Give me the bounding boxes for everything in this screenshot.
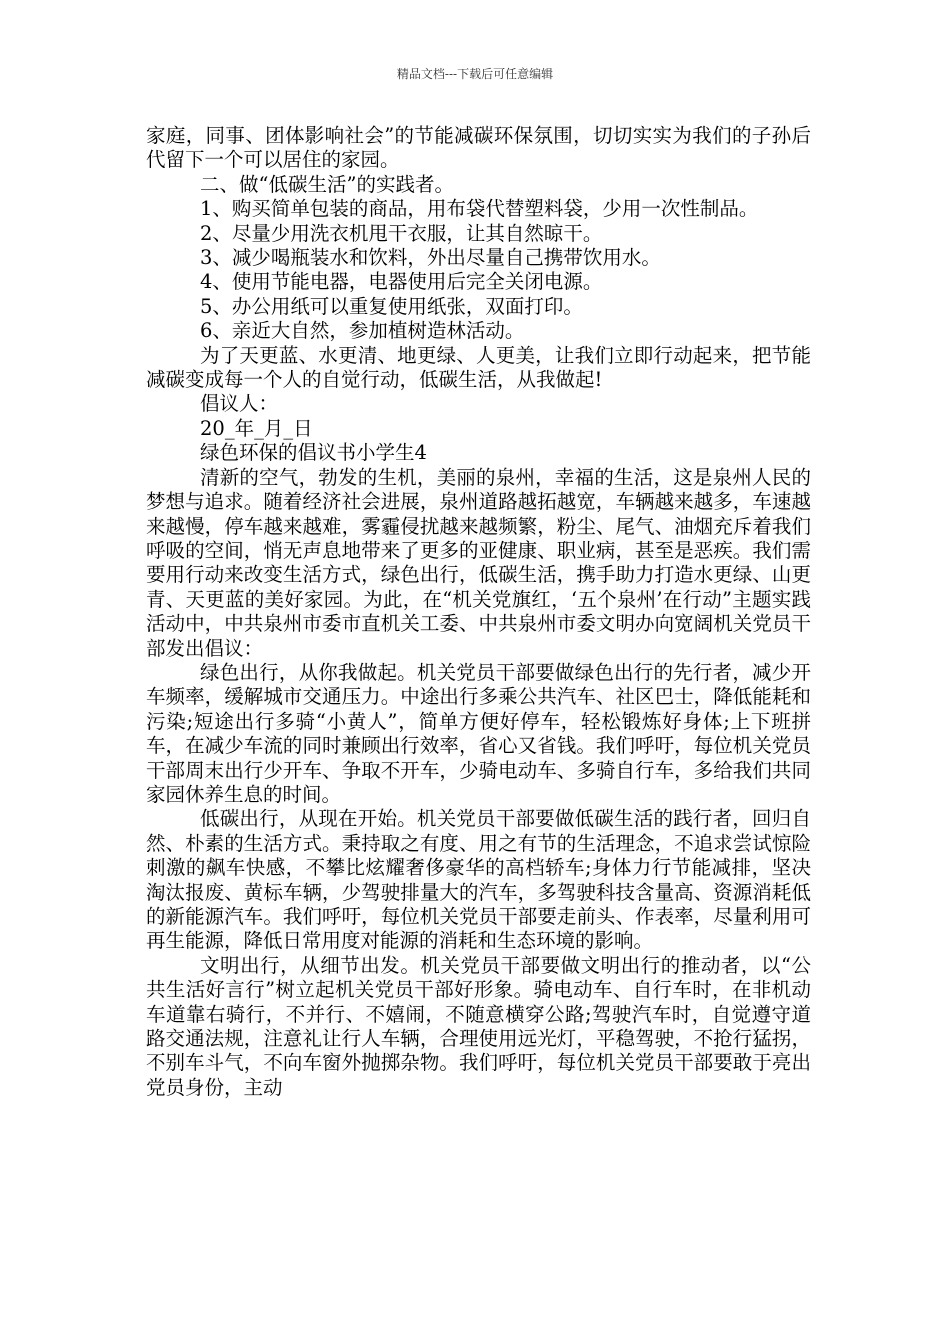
list-item: 5、办公用纸可以重复使用纸张，双面打印。 (200, 294, 583, 318)
date-line: 20_年_月_日 (200, 416, 313, 440)
paragraph: 清新的空气，勃发的生机，美丽的泉州，幸福的生活，这是泉州人民的梦想与追求。随着经济社会进展，泉州道路越拓越宽，车辆越来越多，车速越来越慢，停车越来越难，雾霾侵扰越来越频繁，粉尘、尾气、油烟充斥着我们呼吸的空间，悄无声息地带来了更多的亚健康、职业病，甚至是恶疾。我们需要用行动来改变生活方式，绿色出行，低碳生活，携手助力打造水更绿、山更青、天更蓝的美好家园。为此，在“机关党旗红，‘五个泉州’在行动”主题实践活动中，中共泉州市委市直机关工委、中共泉州市委文明办向宽阔机关党员干部发出倡议： (146, 465, 811, 660)
list-item: 1、购买简单包装的商品，用布袋代替塑料袋，少用一次性制品。 (200, 197, 759, 221)
list-item: 6、亲近大自然，参加植树造林活动。 (200, 319, 525, 343)
signature-label: 倡议人： (200, 392, 279, 416)
paragraph: 为了天更蓝、水更清、地更绿、人更美，让我们立即行动起来，把节能减碳变成每一个人的自觉行动，低碳生活，从我做起! (146, 343, 811, 392)
paragraph: 绿色出行，从你我做起。机关党员干部要做绿色出行的先行者，减少开车频率，缓解城市交通压力。中途出行多乘公共汽车、社区巴士，降低能耗和污染;短途出行多骑“小黄人”，简单方便好停车，轻松锻炼好身体;上下班拼车，在减少车流的同时兼顾出行效率，省心又省钱。我们呼吁，每位机关党员干部周末出行少开车、争取不开车，少骑电动车、多骑自行车，多给我们共同家园休养生息的时间。 (146, 660, 811, 806)
list-item: 3、减少喝瓶装水和饮料，外出尽量自己携带饮用水。 (200, 246, 661, 270)
list-item: 2、尽量少用洗衣机甩干衣服，让其自然晾干。 (200, 221, 603, 245)
section-heading: 二、做“低碳生活”的实践者。 (200, 172, 454, 196)
list-item: 4、使用节能电器，电器使用后完全关闭电源。 (200, 270, 603, 294)
page-header: 精品文档---下载后可任意编辑 (396, 67, 554, 81)
document-title: 绿色环保的倡议书小学生4 (200, 441, 427, 465)
paragraph: 家庭，同事、团体影响社会”的节能减碳环保氛围，切切实实为我们的子孙后代留下一个可以居住的家园。 (146, 124, 811, 172)
document-body (146, 124, 811, 1100)
paragraph: 低碳出行，从现在开始。机关党员干部要做低碳生活的践行者，回归自然、朴素的生活方式。秉持取之有度、用之有节的生活理念，不追求尝试惊险刺激的飙车快感，不攀比炫耀奢侈豪华的高档轿车;身体力行节能减排，坚决淘汰报废、黄标车辆，少驾驶排量大的汽车，多驾驶科技含量高、资源消耗低的新能源汽车。我们呼吁，每位机关党员干部要走前头、作表率，尽量利用可再生能源，降低日常用度对能源的消耗和生态环境的影响。 (146, 807, 811, 953)
paragraph: 文明出行，从细节出发。机关党员干部要做文明出行的推动者，以“公共生活好言行”树立起机关党员干部好形象。骑电动车、自行车时，在非机动车道靠右骑行，不并行、不嬉闹，不随意横穿公路;驾驶汽车时，自觉遵守道路交通法规，注意礼让行人车辆，合理使用远光灯，平稳驾驶，不抢行猛拐，不别车斗气，不向车窗外抛掷杂物。我们呼吁，每位机关党员干部要敢于亮出党员身份，主动 (146, 953, 811, 1099)
